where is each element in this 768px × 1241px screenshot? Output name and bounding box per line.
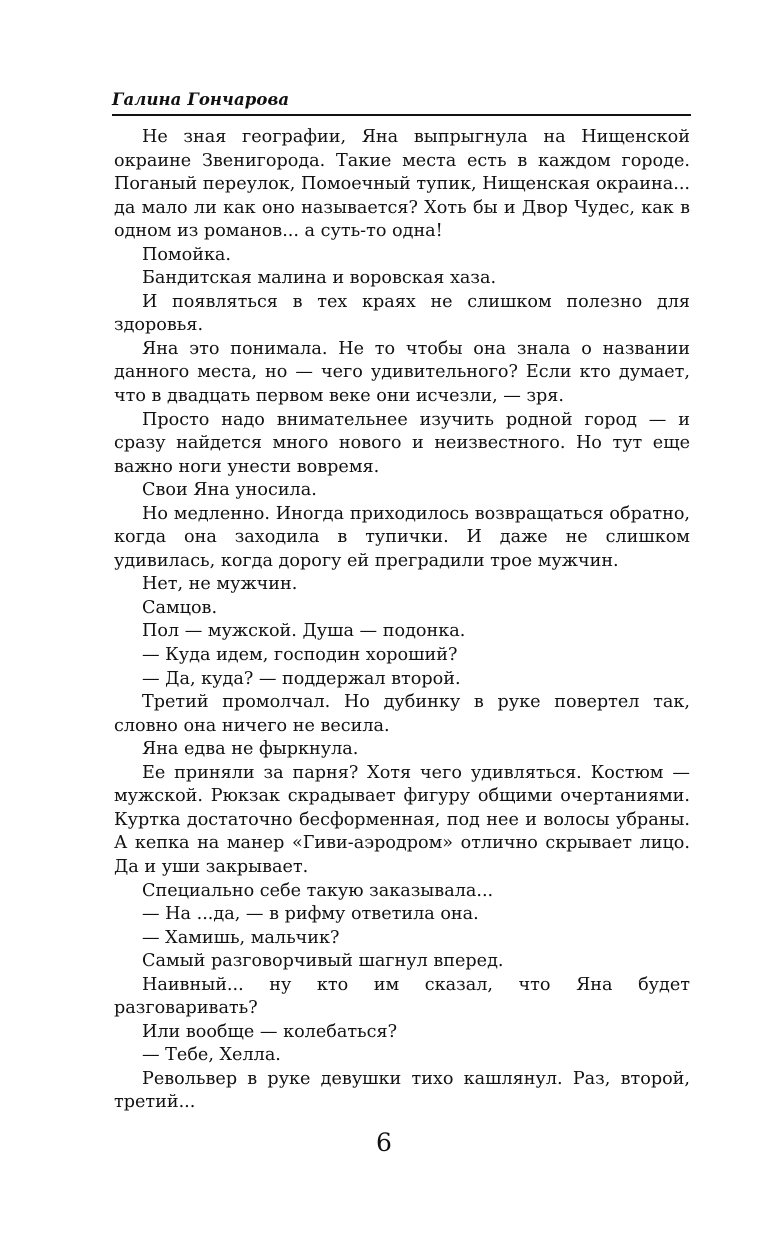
paragraph: Револьвер в руке девушки тихо кашлянул. Раз, второй, третий... (114, 1068, 690, 1113)
paragraph: Третий промолчал. Но дубинку в руке повертел так, словно она ничего не весила. (114, 692, 690, 736)
running-head-author: Галина Гончарова (112, 90, 290, 109)
paragraph: И появляться в тех краях не слишком полезно для здоровья. (114, 291, 690, 336)
paragraph: Не зная географии, Яна выпрыгнула на Нищенской окраине Звенигорода. Такие места есть в каждом городе. Поганый переулок, Помоечный тупик, Нищенская окраина... да мало ли как оно называется? Хоть бы и Двор Чудес, как в одном из романов... а суть-то одна! (114, 127, 690, 242)
paragraph: Яна это понимала. Не то чтобы она знала о названии данного места, но — чего удивительного? Если кто думает, что в двадцать первом веке они исчезли, — зря. (114, 338, 690, 407)
paragraph: Нет, не мужчин. (142, 574, 298, 595)
page-number: 6 (376, 1128, 392, 1157)
paragraph: Ее приняли за парня? Хотя чего удивляться. Костюм — мужской. Рюкзак скрадывает фигуру общими очертаниями. Куртка достаточно бесформенная, под нее и волосы убраны. А кепка на манер «Гиви-аэродром» отлично скрывает лицо. Да и уши закрывает. (114, 762, 690, 877)
paragraph: Бандитская малина и воровская хаза. (142, 268, 497, 289)
paragraph: — Да, куда? — поддержал второй. (142, 668, 461, 689)
paragraph: — Хамишь, мальчик? (142, 927, 340, 948)
paragraph: — Куда идем, господин хороший? (142, 645, 458, 666)
paragraph: — На ...да, — в рифму ответила она. (142, 904, 479, 925)
paragraph: Наивный... ну кто им сказал, что Яна будет разговаривать? (114, 974, 690, 1019)
paragraph: Специально себе такую заказывала... (142, 880, 494, 901)
paragraph: Яна едва не фыркнула. (142, 739, 359, 760)
paragraph: Но медленно. Иногда приходилось возвращаться обратно, когда она заходила в тупички. И даже не слишком удивилась, когда дорогу ей преградили трое мужчин. (114, 503, 690, 571)
paragraph: Помойка. (142, 244, 232, 265)
body-text (114, 126, 690, 1115)
paragraph: — Тебе, Хелла. (142, 1045, 281, 1066)
paragraph: Просто надо внимательнее изучить родной город — и сразу найдется много нового и неизвестного. Но тут еще важно ноги унести вовремя. (114, 409, 690, 477)
paragraph: Пол — мужской. Душа — подонка. (142, 621, 466, 642)
paragraph: Свои Яна уносила. (142, 480, 317, 501)
header-rule (112, 114, 691, 116)
paragraph: Самцов. (142, 597, 218, 618)
paragraph: Самый разговорчивый шагнул вперед. (142, 951, 504, 972)
paragraph: Или вообще — колебаться? (142, 1021, 398, 1042)
